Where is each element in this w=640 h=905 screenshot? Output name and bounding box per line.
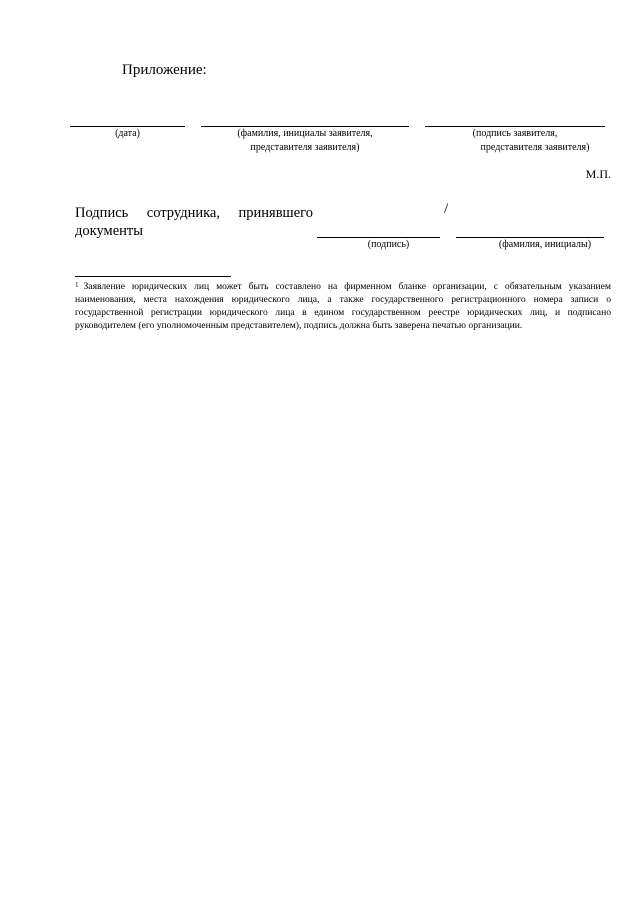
footnote	[75, 280, 611, 332]
employee-signature-label	[75, 204, 313, 240]
applicant-name-caption-line2: представителя заявителя)	[250, 142, 360, 153]
applicant-name-caption	[201, 127, 409, 155]
footnote-rule	[75, 276, 231, 277]
date-caption: (дата)	[115, 128, 140, 139]
employee-name-caption: (фамилия, инициалы)	[498, 239, 592, 250]
employee-label-line2: документы	[75, 223, 143, 239]
applicant-name-caption-line1: (фамилия, инициалы заявителя,	[237, 128, 373, 139]
footnote-marker: 1	[75, 281, 79, 289]
applicant-signature-caption	[425, 127, 605, 155]
employee-signature-caption: (подпись)	[367, 239, 410, 250]
footnote-text: Заявление юридических лиц может быть составлено на фирменном бланке организации, с обязательным указанием наименования, места нахождения юридического лица, а также государственного регистрационного номера записи о государственной регистрации юридического лица в едином государственном реестре юридических лиц, и подписано руководителем (его уполномоченным представителем), подпись должна быть заверена печатью организации.	[75, 281, 611, 331]
signature-separator: /	[444, 201, 449, 217]
appendix-heading: Приложение:	[122, 62, 207, 78]
employee-label-line1: Подпись сотрудника, принявшего	[75, 205, 313, 221]
applicant-signature-caption-line1: (подпись заявителя,	[472, 128, 558, 139]
seal-mark: М.П.	[585, 167, 611, 181]
applicant-signature-caption-line2: представителя заявителя)	[480, 142, 590, 153]
